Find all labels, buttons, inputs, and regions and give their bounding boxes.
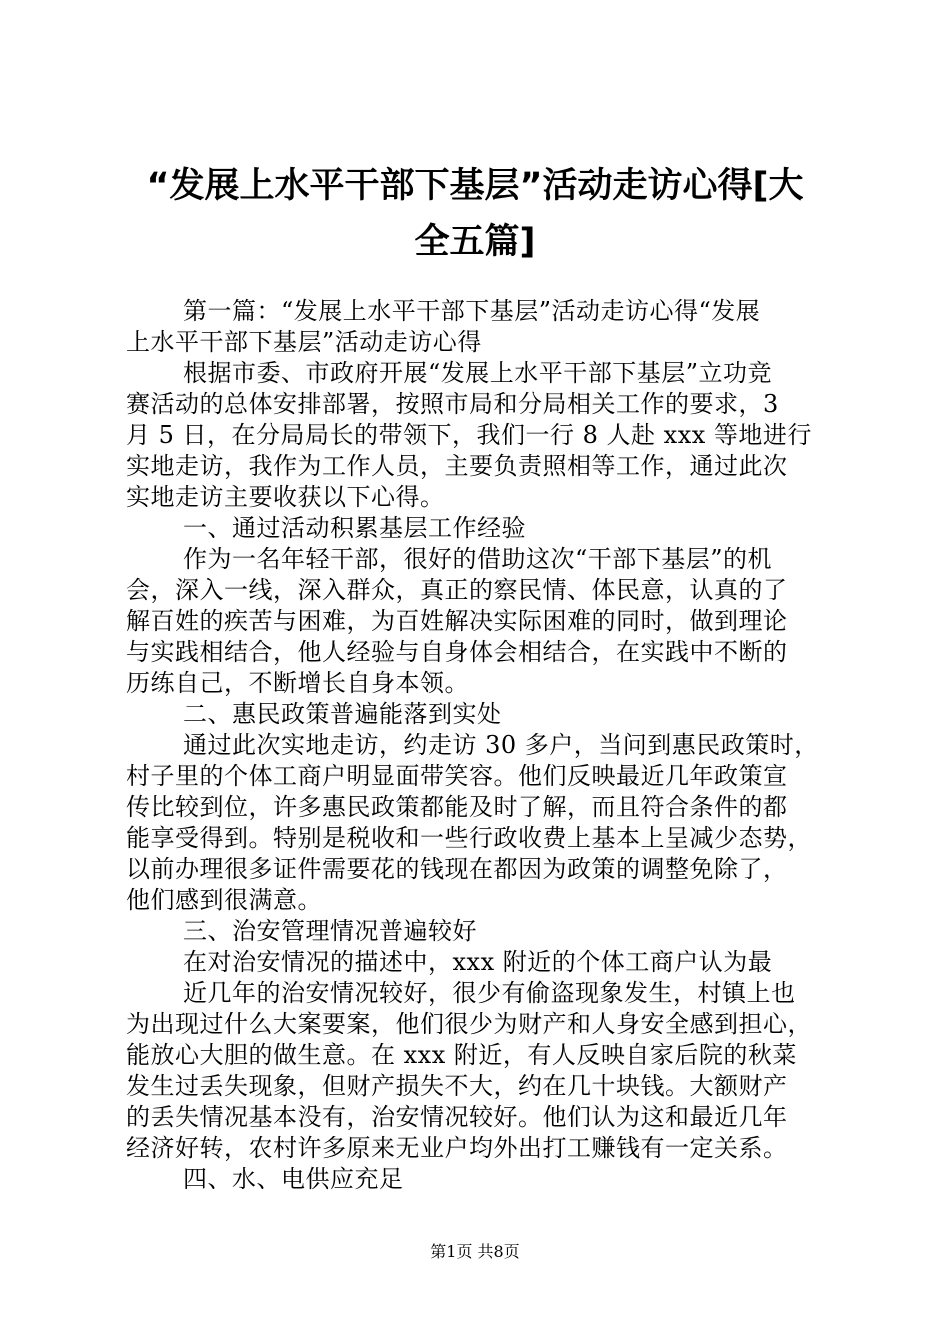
text-line: 以前办理很多证件需要花的钱现在都因为政策的调整免除了， [126,855,788,883]
text-line: 为出现过什么大案要案，他们很少为财产和人身安全感到担心， [126,1010,812,1038]
text-line: 解百姓的疾苦与困难，为百姓解决实际困难的同时，做到理论 [126,607,788,635]
text-line: 历练自己，不断增长自身本领。 [126,669,469,697]
text-line: 近几年的治安情况较好，很少有偷盗现象发生，村镇上也 [183,979,796,1007]
text-line: 三、治安管理情况普遍较好 [183,917,477,945]
title-line-1: “发展上水平干部下基层”活动走访心得[大 [146,166,804,206]
document-body [126,296,832,1195]
text-line: 村子里的个体工商户明显面带笑容。他们反映最近几年政策宣 [126,762,788,790]
text-line: 的丢失情况基本没有，治安情况较好。他们认为这和最近几年 [126,1103,788,1131]
text-line: 赛活动的总体安排部署，按照市局和分局相关工作的要求，3 [126,390,779,418]
text-line: 根据市委、市政府开展“发展上水平干部下基层”立功竞 [183,359,773,387]
document-title [118,158,832,270]
text-line: 第一篇：“发展上水平干部下基层”活动走访心得“发展 [183,297,761,325]
text-line: 作为一名年轻干部，很好的借助这次“干部下基层”的机 [183,545,773,573]
text-line: 四、水、电供应充足 [183,1165,404,1193]
text-line: 传比较到位，许多惠民政策都能及时了解，而且符合条件的都 [126,793,788,821]
text-line: 一、通过活动积累基层工作经验 [183,514,526,542]
text-line: 上水平干部下基层”活动走访心得 [126,328,482,356]
text-line: 能放心大胆的做生意。在 xxx 附近，有人反映自家后院的秋菜 [126,1041,797,1069]
text-line: 实地走访，我作为工作人员，主要负责照相等工作，通过此次 [126,452,788,480]
text-line: 与实践相结合，他人经验与自身体会相结合，在实践中不断的 [126,638,788,666]
text-line: 经济好转，农村许多原来无业户均外出打工赚钱有一定关系。 [126,1134,788,1162]
text-line: 二、惠民政策普遍能落到实处 [183,700,502,728]
text-line: 月 5 日，在分局局长的带领下，我们一行 8 人赴 xxx 等地进行 [126,421,812,449]
text-line: 会，深入一线，深入群众，真正的察民情、体民意，认真的了 [126,576,788,604]
text-line: 在对治安情况的描述中，xxx 附近的个体工商户认为最 [183,948,773,976]
title-line-2: 全五篇] [414,222,536,262]
page-footer: 第1页 共8页 [430,1242,520,1261]
text-line: 通过此次实地走访，约走访 30 多户，当问到惠民政策时， [183,731,819,759]
text-line: 实地走访主要收获以下心得。 [126,483,445,511]
text-line: 他们感到很满意。 [126,886,322,914]
text-line: 能享受得到。特别是税收和一些行政收费上基本上呈减少态势， [126,824,812,852]
text-line: 发生过丢失现象，但财产损失不大，约在几十块钱。大额财产 [126,1072,788,1100]
